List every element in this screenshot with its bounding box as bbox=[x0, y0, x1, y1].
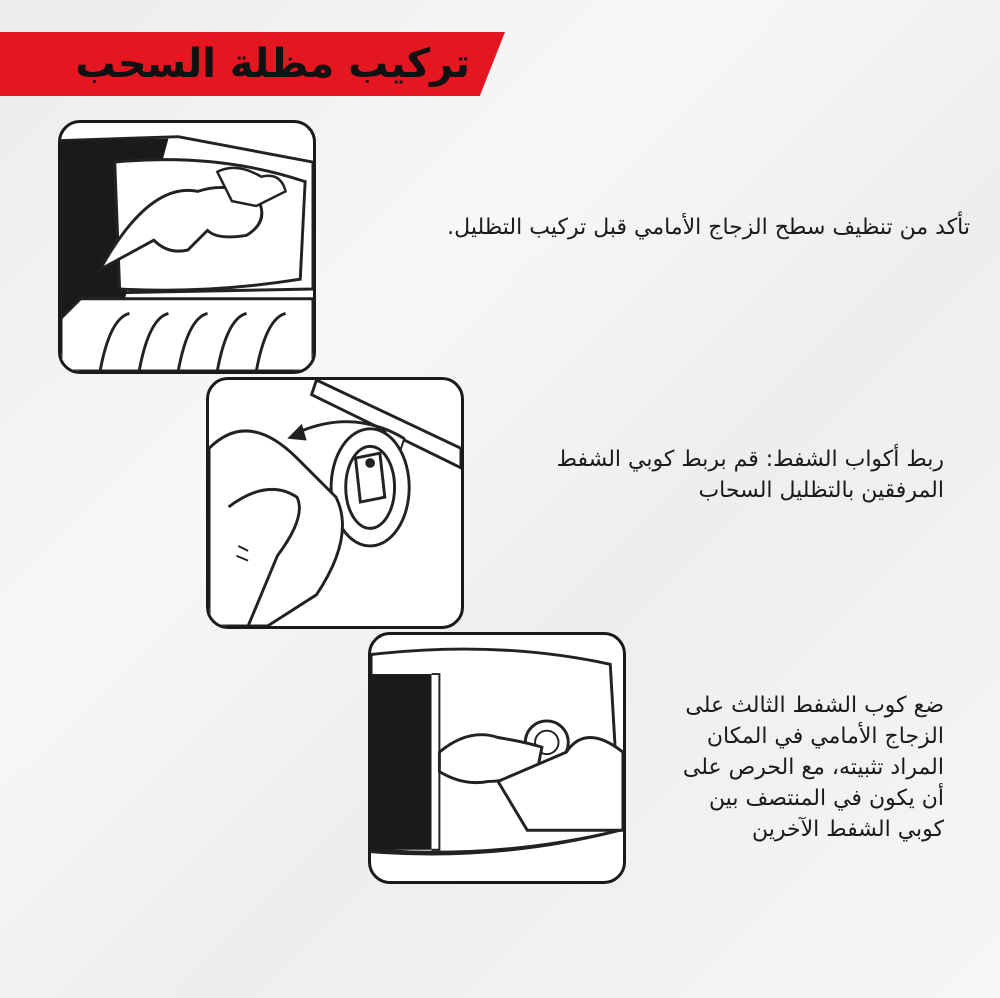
suction-cup-icon bbox=[209, 380, 461, 626]
mounting-shade-icon bbox=[371, 635, 623, 881]
step-3-text: ضع كوب الشفط الثالث على الزجاج الأمامي في المكان المراد تثبيته، مع الحرص على أن يكون في المنتصف بين كوبي الشفط الآخرين bbox=[682, 693, 944, 842]
page-title: تركيب مظلة السحب bbox=[75, 41, 470, 87]
cleaning-windshield-icon bbox=[61, 123, 313, 371]
step-1-illustration bbox=[58, 120, 316, 374]
step-2-illustration bbox=[206, 377, 464, 629]
step-1-text: تأكد من تنظيف سطح الزجاج الأمامي قبل تركيب التظليل. bbox=[447, 215, 970, 240]
step-2-text: ربط أكواب الشفط: قم بربط كوبي الشفط المرفقين بالتظليل السحاب bbox=[556, 447, 944, 503]
step-3-illustration bbox=[368, 632, 626, 884]
